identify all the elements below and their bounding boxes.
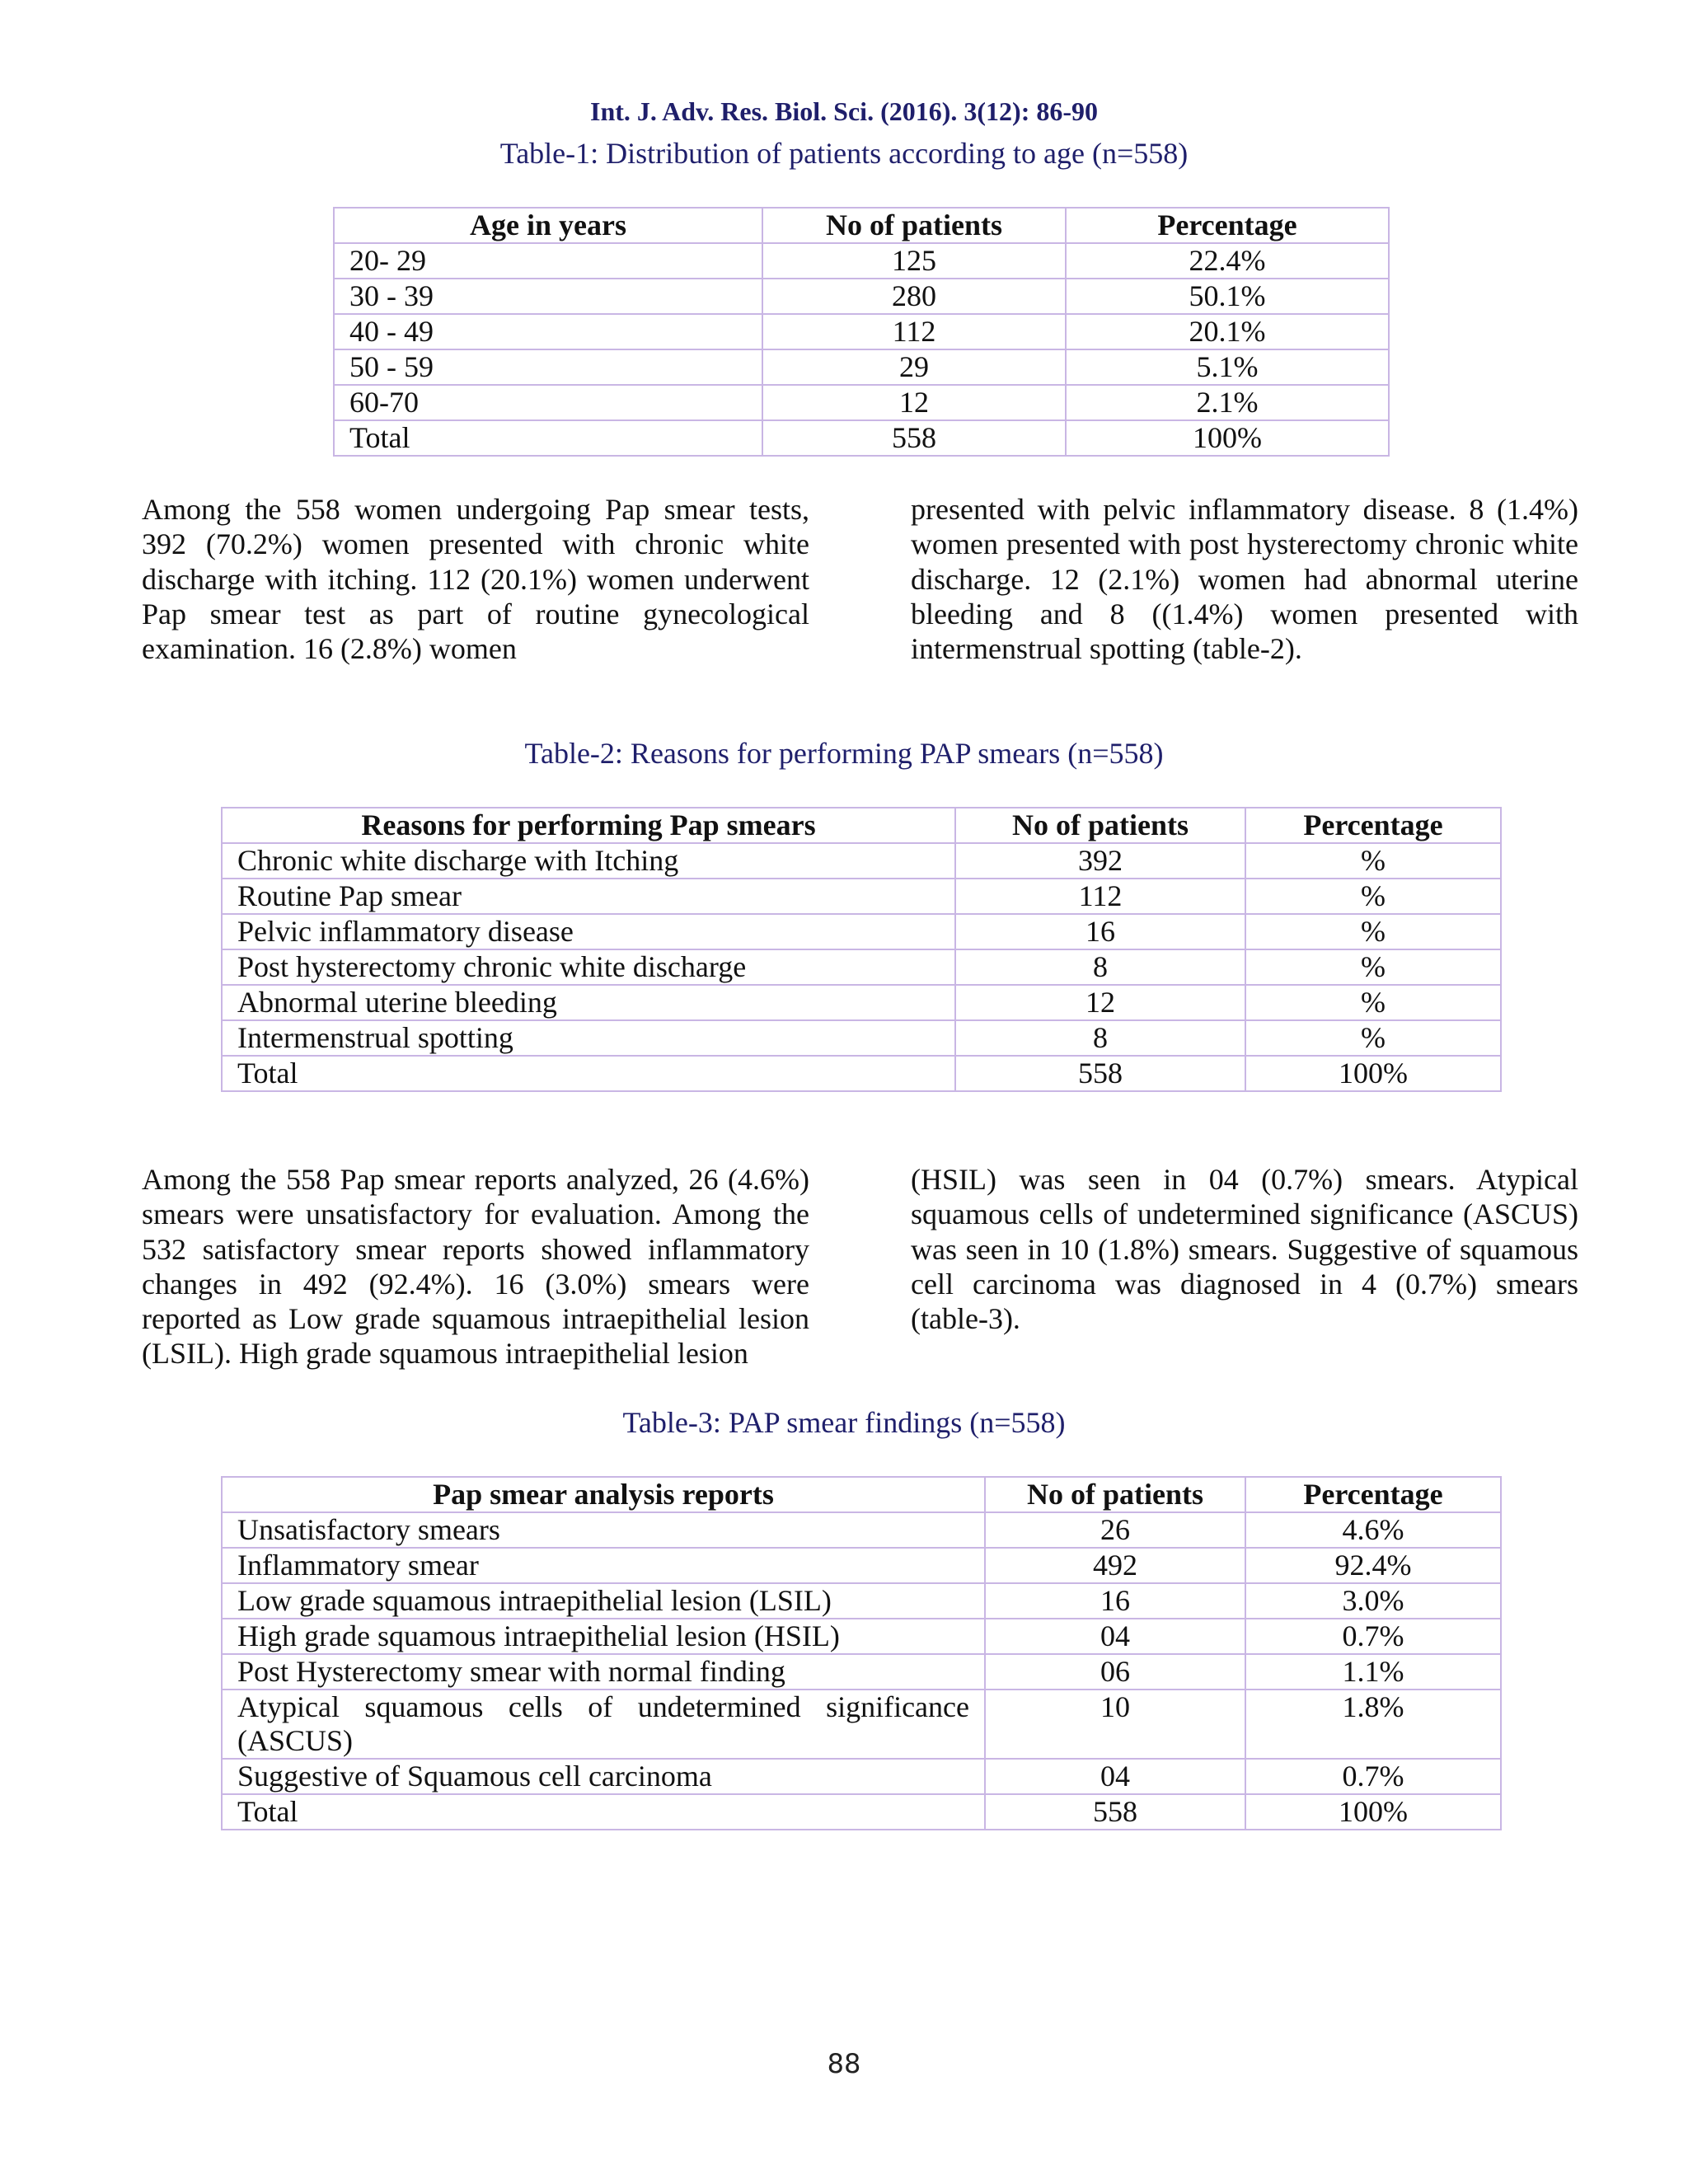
table2-cell-reason: Abnormal uterine bleeding xyxy=(222,985,955,1020)
table3-cell-report: High grade squamous intraepithelial lesion (HSIL) xyxy=(222,1619,985,1654)
table1-cell-count: 558 xyxy=(762,420,1066,456)
table2-cell-percentage: % xyxy=(1245,879,1501,914)
table-row xyxy=(222,1512,1501,1548)
table1-cell-percentage: 100% xyxy=(1066,420,1389,456)
table1-header-row xyxy=(334,208,1389,243)
table3-cell-percentage: 4.6% xyxy=(1245,1512,1501,1548)
table1-cell-age: 60-70 xyxy=(334,385,762,420)
table-row xyxy=(334,314,1389,349)
table-row xyxy=(334,243,1389,279)
table-row xyxy=(222,1020,1501,1056)
table1-cell-percentage: 2.1% xyxy=(1066,385,1389,420)
table-row-total xyxy=(334,420,1389,456)
table-row-total xyxy=(222,1794,1501,1830)
table2-header-reason: Reasons for performing Pap smears xyxy=(222,808,955,843)
table3-cell-report: Inflammatory smear xyxy=(222,1548,985,1583)
table-row xyxy=(222,879,1501,914)
para2-right-column: (HSIL) was seen in 04 (0.7%) smears. Atypical squamous cells of undetermined significance (ASCUS) was seen in 10 (1.8%) smears. Suggestive of squamous cell carcinoma was diagnosed in 4 (0.7%) smears (table-3). xyxy=(911,1163,1578,1336)
table3-cell-percentage: 3.0% xyxy=(1245,1583,1501,1619)
table1-header-percentage: Percentage xyxy=(1066,208,1389,243)
table3-cell-report: Atypical squamous cells of undetermined significance (ASCUS) xyxy=(222,1690,985,1759)
table3-header-report: Pap smear analysis reports xyxy=(222,1477,985,1512)
table1-cell-count: 280 xyxy=(762,279,1066,314)
table2-cell-percentage: % xyxy=(1245,1020,1501,1056)
table1-cell-count: 112 xyxy=(762,314,1066,349)
table2-caption: Table-2: Reasons for performing PAP smears (n=558) xyxy=(524,737,1164,770)
table2-cell-count: 12 xyxy=(955,985,1245,1020)
table2-cell-count: 112 xyxy=(955,879,1245,914)
table3-cell-percentage: 100% xyxy=(1245,1794,1501,1830)
table1-cell-count: 125 xyxy=(762,243,1066,279)
table3-cell-count: 558 xyxy=(985,1794,1245,1830)
table1-cell-age: Total xyxy=(334,420,762,456)
table-row xyxy=(222,985,1501,1020)
table2-cell-reason: Post hysterectomy chronic white discharge xyxy=(222,949,955,985)
table2 xyxy=(221,807,1502,1092)
table2-cell-count: 16 xyxy=(955,914,1245,949)
table3-cell-report: Post Hysterectomy smear with normal finding xyxy=(222,1654,985,1690)
table2-cell-count: 558 xyxy=(955,1056,1245,1091)
table-row xyxy=(222,1690,1501,1759)
table2-cell-count: 8 xyxy=(955,949,1245,985)
table1-cell-age: 40 - 49 xyxy=(334,314,762,349)
table3 xyxy=(221,1476,1502,1830)
table2-cell-reason: Total xyxy=(222,1056,955,1091)
page-number: 88 xyxy=(827,2048,861,2079)
table1-cell-count: 29 xyxy=(762,349,1066,385)
table3-header-row xyxy=(222,1477,1501,1512)
para1-left-column: Among the 558 women undergoing Pap smear tests, 392 (70.2%) women presented with chronic white discharge with itching. 112 (20.1%) women underwent Pap smear test as part of routine gynecological examination. 16 (2.8%) women xyxy=(142,493,809,666)
table1-cell-age: 50 - 59 xyxy=(334,349,762,385)
table3-cell-count: 04 xyxy=(985,1759,1245,1794)
table2-cell-reason: Chronic white discharge with Itching xyxy=(222,843,955,879)
table3-header-count: No of patients xyxy=(985,1477,1245,1512)
table3-cell-percentage: 92.4% xyxy=(1245,1548,1501,1583)
table1-caption: Table-1: Distribution of patients according to age (n=558) xyxy=(499,137,1189,170)
table1-cell-age: 30 - 39 xyxy=(334,279,762,314)
table3-cell-percentage: 0.7% xyxy=(1245,1759,1501,1794)
para1-right-column: presented with pelvic inflammatory disease. 8 (1.4%) women presented with post hysterectomy chronic white discharge. 12 (2.1%) women had abnormal uterine bleeding and 8 ((1.4%) women presented with intermenstrual spotting (table-2). xyxy=(911,493,1578,666)
table1-cell-age: 20- 29 xyxy=(334,243,762,279)
table3-caption: Table-3: PAP smear findings (n=558) xyxy=(622,1406,1066,1439)
table2-cell-percentage: % xyxy=(1245,985,1501,1020)
table2-cell-percentage: % xyxy=(1245,949,1501,985)
table2-cell-count: 392 xyxy=(955,843,1245,879)
table1-cell-percentage: 22.4% xyxy=(1066,243,1389,279)
table-row xyxy=(222,1759,1501,1794)
table3-cell-count: 10 xyxy=(985,1690,1245,1759)
table2-cell-reason: Pelvic inflammatory disease xyxy=(222,914,955,949)
table3-cell-count: 04 xyxy=(985,1619,1245,1654)
table3-cell-percentage: 1.8% xyxy=(1245,1690,1501,1759)
table3-cell-report: Unsatisfactory smears xyxy=(222,1512,985,1548)
table2-cell-count: 8 xyxy=(955,1020,1245,1056)
table3-cell-report: Low grade squamous intraepithelial lesion (LSIL) xyxy=(222,1583,985,1619)
table2-header-row xyxy=(222,808,1501,843)
table1-cell-percentage: 5.1% xyxy=(1066,349,1389,385)
para2-left-column: Among the 558 Pap smear reports analyzed, 26 (4.6%) smears were unsatisfactory for evaluation. Among the 532 satisfactory smear reports showed inflammatory changes in 492 (92.4%). 16 (3.0%) smears were reported as Low grade squamous intraepithelial lesion (LSIL). High grade squamous intraepithelial lesion xyxy=(142,1163,809,1371)
journal-header: Int. J. Adv. Res. Biol. Sci. (2016). 3(12): 86-90 xyxy=(590,96,1098,126)
table2-header-percentage: Percentage xyxy=(1245,808,1501,843)
table2-cell-reason: Intermenstrual spotting xyxy=(222,1020,955,1056)
table2-cell-percentage: % xyxy=(1245,914,1501,949)
table3-cell-count: 492 xyxy=(985,1548,1245,1583)
table-row xyxy=(334,279,1389,314)
table-row xyxy=(222,843,1501,879)
table-row-total xyxy=(222,1056,1501,1091)
table3-cell-percentage: 1.1% xyxy=(1245,1654,1501,1690)
table-row xyxy=(222,1654,1501,1690)
table1-header-count: No of patients xyxy=(762,208,1066,243)
table-row xyxy=(222,1619,1501,1654)
table3-cell-percentage: 0.7% xyxy=(1245,1619,1501,1654)
table1 xyxy=(333,207,1390,457)
table-row xyxy=(222,949,1501,985)
table-row xyxy=(222,1583,1501,1619)
table1-cell-percentage: 50.1% xyxy=(1066,279,1389,314)
table1-cell-percentage: 20.1% xyxy=(1066,314,1389,349)
table-row xyxy=(222,914,1501,949)
table2-cell-percentage: 100% xyxy=(1245,1056,1501,1091)
table2-cell-reason: Routine Pap smear xyxy=(222,879,955,914)
table3-cell-report: Total xyxy=(222,1794,985,1830)
table-row xyxy=(334,385,1389,420)
table3-cell-count: 06 xyxy=(985,1654,1245,1690)
table-row xyxy=(222,1548,1501,1583)
table3-cell-count: 26 xyxy=(985,1512,1245,1548)
table2-cell-percentage: % xyxy=(1245,843,1501,879)
table3-header-percentage: Percentage xyxy=(1245,1477,1501,1512)
table1-cell-count: 12 xyxy=(762,385,1066,420)
table1-header-age: Age in years xyxy=(334,208,762,243)
table-row xyxy=(334,349,1389,385)
table2-header-count: No of patients xyxy=(955,808,1245,843)
table3-cell-count: 16 xyxy=(985,1583,1245,1619)
table3-cell-report: Suggestive of Squamous cell carcinoma xyxy=(222,1759,985,1794)
